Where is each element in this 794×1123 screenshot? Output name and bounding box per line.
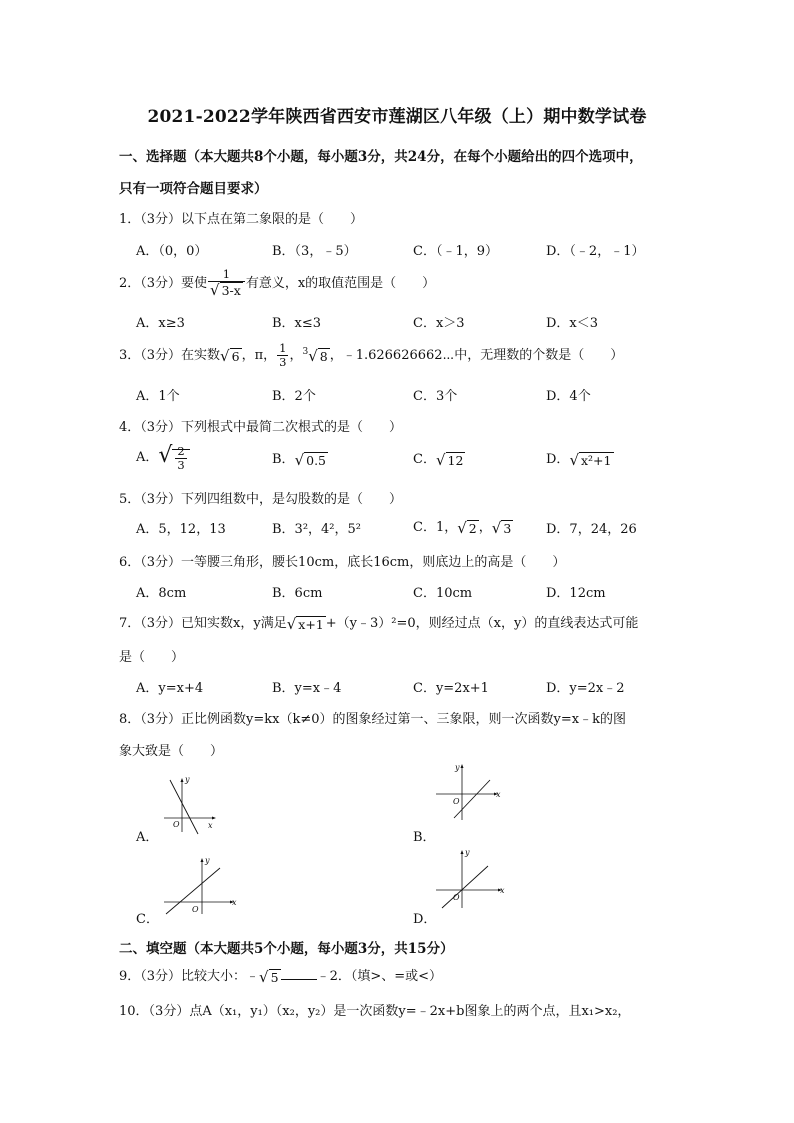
x-axis-label: x — [496, 790, 501, 799]
question-2-prefix: 2．（3分）要使 — [119, 276, 208, 292]
question-7-option-b: B．y=x﹣4 — [272, 681, 342, 696]
question-7-prefix: 7．（3分）已知实数x，y满足 — [119, 616, 287, 631]
question-3-suffix: ，﹣1.626626662⋯中，无理数的个数是（ ） — [329, 348, 624, 364]
question-4-option-d-label: D． — [546, 452, 570, 467]
question-2-option-b: B．x≤3 — [272, 316, 322, 331]
question-7-option-a: A．y=x+4 — [136, 681, 204, 696]
question-2-fraction — [208, 268, 245, 299]
question-6-option-b: B．6cm — [272, 586, 323, 601]
question-10-stem: 10．（3分）点A（x₁，y₁）（x₂，y₂）是一次函数y=﹣2x+b图象上的两个点，且x₁>x₂， — [119, 1004, 631, 1019]
question-3-option-c: C．3个 — [413, 389, 458, 404]
section-1-heading-line-1: 一、选择题（本大题共8个小题，每小题3分，共24分，在每个小题给出的四个选项中， — [119, 149, 643, 165]
question-3-option-d: D．4个 — [546, 389, 591, 404]
question-4-option-d-radicand: x²+1 — [581, 452, 612, 468]
radical-sign-icon: √ — [294, 450, 305, 469]
radical-sign-icon: √ — [569, 450, 579, 469]
question-8-option-b-graph — [432, 760, 504, 822]
question-2-stem — [119, 268, 435, 299]
radical-sign-icon: √ — [210, 281, 220, 300]
question-9-prefix: 9．（3分）比较大小：﹣ — [119, 969, 260, 984]
radical-sign-icon: √ — [259, 967, 269, 986]
question-4-option-b-label: B． — [272, 452, 295, 467]
question-1-option-b: B．（3，﹣5） — [272, 244, 357, 259]
question-7-suffix: +（y﹣3）²=0，则经过点（x，y）的直线表达式可能 — [325, 616, 639, 631]
question-5-option-b: B．3²，4²，5² — [272, 522, 362, 537]
x-axis-label: x — [208, 821, 213, 830]
question-3-fraction — [277, 342, 288, 369]
question-4-option-c — [413, 448, 465, 469]
question-1-option-c: C．（﹣1，9） — [413, 244, 498, 259]
question-3-option-b: B．2个 — [272, 389, 316, 404]
radical-sign-icon: √ — [435, 450, 446, 469]
question-5-stem: 5．（3分）下列四组数中，是勾股数的是（ ） — [119, 492, 403, 507]
y-axis-arrow-icon — [461, 850, 464, 854]
question-2-option-d: D．x＜3 — [546, 316, 599, 331]
radical-sign-icon: √ — [308, 346, 318, 365]
question-5-option-a: A．5，12，13 — [136, 522, 226, 537]
question-3-numerator: 1 — [279, 341, 287, 355]
question-8-option-c-label: C． — [136, 912, 159, 927]
question-2-radicand: 3-x — [221, 283, 241, 299]
question-8-option-d-graph — [432, 846, 512, 912]
question-4-stem: 4．（3分）下列根式中最简二次根式的是（ ） — [119, 420, 403, 435]
question-3-separator: ， — [289, 348, 303, 364]
question-5-option-c-sqrt-3: 3 — [503, 520, 512, 536]
question-2-option-c: C．x＞3 — [413, 316, 465, 331]
answer-blank[interactable] — [281, 967, 317, 980]
radical-sign-icon: √ — [457, 518, 467, 537]
question-3-cbrt-8: 8 — [319, 348, 328, 364]
question-4-option-d — [546, 448, 614, 469]
question-3-root-index: 3 — [302, 346, 309, 357]
section-2-heading: 二、填空题（本大题共5个小题，每小题3分，共15分） — [119, 941, 454, 957]
page-title: 2021-2022学年陕西省西安市莲湖区八年级（上）期中数学试卷 — [147, 107, 647, 127]
origin-label: O — [453, 893, 460, 902]
question-9-radicand: 5 — [270, 969, 279, 985]
question-7-stem-line-2: 是（ ） — [119, 650, 185, 665]
question-5-option-c-sqrt-2: 2 — [468, 520, 477, 536]
x-axis-label: x — [500, 886, 505, 895]
y-axis-arrow-icon — [461, 764, 464, 768]
question-4-option-a-denominator: 3 — [177, 458, 185, 472]
question-6-option-c: C．10cm — [413, 586, 473, 601]
question-9-suffix: ﹣2．（填>、=或<） — [316, 969, 443, 984]
y-axis-arrow-icon — [201, 858, 204, 862]
question-3-option-a: A．1个 — [136, 389, 180, 404]
x-axis-arrow-icon — [212, 817, 216, 820]
question-8-stem-line-1: 8．（3分）正比例函数y=kx（k≠0）的图象经过第一、三象限，则一次函数y=x﹣k的图 — [119, 712, 626, 727]
question-7-stem — [119, 612, 638, 633]
question-7-option-c: C．y=2x+1 — [413, 681, 489, 696]
radical-sign-icon: √ — [491, 518, 502, 537]
y-axis-label: y — [185, 775, 190, 784]
question-7-option-d: D．y=2x﹣2 — [546, 681, 625, 696]
y-axis-label: y — [455, 763, 460, 772]
question-3-prefix: 3．（3分）在实数 — [119, 348, 221, 364]
question-1-option-d: D．（﹣2，﹣1） — [546, 244, 645, 259]
question-8-option-c-graph — [160, 852, 242, 918]
origin-label: O — [173, 820, 180, 829]
question-3-denominator: 3 — [279, 355, 287, 370]
question-2-suffix: 有意义，x的取值范围是（ ） — [245, 276, 436, 292]
question-4-option-b — [272, 448, 328, 469]
y-axis-arrow-icon — [181, 778, 184, 782]
question-7-radicand: x+1 — [298, 616, 324, 632]
question-2-option-a: A．x≥3 — [136, 316, 185, 331]
question-5-option-d: D．7，24，26 — [546, 522, 637, 537]
question-3-stem — [119, 342, 623, 369]
question-8-option-a-label: A． — [136, 830, 159, 845]
question-9-stem — [119, 965, 442, 986]
question-4-option-a — [136, 443, 190, 472]
question-5-option-c-label: C．1， — [413, 520, 458, 535]
question-2-numerator: 1 — [222, 267, 231, 281]
question-8-stem-line-2: 象大致是（ ） — [119, 744, 224, 759]
function-line — [442, 866, 488, 908]
question-4-option-b-radicand: 0.5 — [306, 452, 327, 468]
question-1-stem: 1．（3分）以下点在第二象限的是（ ） — [119, 212, 364, 227]
radical-sign-icon: √ — [286, 614, 297, 633]
x-axis-label: x — [232, 898, 237, 907]
question-6-stem: 6．（3分）一等腰三角形，腰长10cm，底长16cm，则底边上的高是（ ） — [119, 555, 566, 570]
origin-label: O — [453, 797, 460, 806]
question-1-option-a: A．（0，0） — [136, 244, 208, 259]
question-4-option-c-label: C． — [413, 452, 436, 467]
question-4-option-a-label: A． — [136, 450, 159, 466]
question-3-pi: ，π， — [241, 348, 277, 364]
question-4-option-c-radicand: 12 — [447, 452, 464, 468]
question-6-option-d: D．12cm — [546, 586, 606, 601]
question-5-option-c — [413, 516, 513, 537]
question-4-option-a-numerator: 2 — [177, 443, 185, 458]
y-axis-label: y — [465, 848, 470, 857]
y-axis-label: y — [205, 856, 210, 865]
question-6-option-a: A．8cm — [136, 586, 187, 601]
origin-label: O — [192, 905, 199, 914]
radical-sign-icon: √ — [220, 346, 230, 365]
question-3-sqrt-6: 6 — [231, 348, 240, 364]
section-1-heading-line-2: 只有一项符合题目要求） — [119, 181, 268, 197]
radical-sign-icon: √ — [158, 443, 173, 468]
question-8-option-a-graph — [160, 774, 220, 836]
question-8-option-d-label: D． — [413, 912, 437, 927]
question-5-option-c-separator: ， — [478, 520, 492, 535]
question-8-option-b-label: B． — [413, 830, 436, 845]
